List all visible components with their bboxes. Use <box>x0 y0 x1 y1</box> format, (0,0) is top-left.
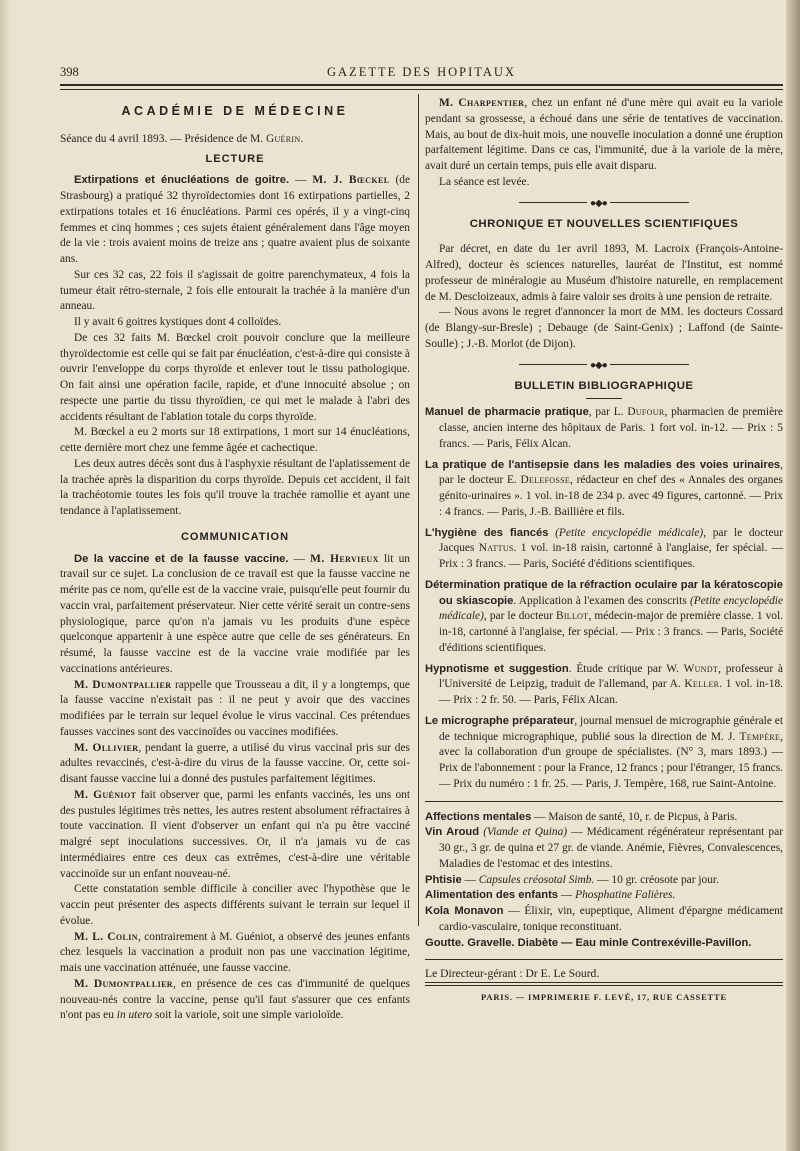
book-entry: Manuel de pharmacie pratique, par L. Dufour, pharmacien de première classe, ancien interne des hôpitaux de Paris. 1 fort vol. in-12. — Prix : 5 francs. — Paris, Félix Alcan. <box>425 406 783 450</box>
advert-line: Phtisie — Capsules créosotal Simb. — 10 gr. créosote par jour. <box>425 873 719 886</box>
column-divider <box>418 94 419 926</box>
section-divider-2: ●◆● <box>519 359 689 371</box>
vaccine-paragraph: De la vaccine et de la fausse vaccine. — M. Hervieux lit un travail sur ce sujet. La conclusion de ce travail est que la fausse vaccine ne mérite pas ce nom, qu'elle est de la vaccine vraie, puisqu'elle peut fournir du vaccin vrai, parfaitement préservateur. Nier cette vérité serait un contre-sens physiologique, parce qu'on n'a jamais vu les produits d'une espèce quelconque appartenir à une espèce autre que celle de ses générateurs. En résumé, la fausse vaccine est de la vaccine vraie modifiée par les vaccinations antérieures. <box>60 552 410 675</box>
book-entry: Détermination pratique de la réfraction oculaire par la kératoscopie ou skiascopie. Application à l'examen des conscrits (Petite encyclopédie médicale), par le docteur Billot, médecin-major de première classe. 1 vol. in-18, cartonné à l'anglaise, fer spécial. — Prix : 3 francs. — Paris, Société d'éditions scientifiques. <box>425 578 783 654</box>
advert-line: Goutte. Gravelle. Diabète — Eau minle Contrexéville-Pavillon. <box>425 936 752 949</box>
goitre-paragraph-1: Extirpations et énucléations de goitre. — M. J. Bœckel (de Strasbourg) a pratiqué 32 thyroïdectomies dont 16 extirpations partielles, 2 extirpations totales et 16 énucléations. Parmi ces opérés, il y a vingt-cinq femmes et cinq hommes ; ces sujets étaient généralement dans l'âge moyen de la vie : trois avaient moins de treize ans ; quatre avaient plus de soixante ans. <box>60 174 410 265</box>
bulletin-short-rule <box>586 398 622 399</box>
right-column <box>425 96 783 1006</box>
director-line: Le Directeur-gérant : Dr E. Le Sourd. <box>425 967 600 981</box>
advert-line: Affections mentales — Maison de santé, 10, r. de Picpus, à Paris. <box>425 810 738 823</box>
page-header <box>60 62 783 84</box>
book-entry: Le micrographe préparateur, journal mensuel de micrographie générale et de technique micrographique, publié sous la direction de M. J. Tempère, avec la collaboration d'un groupe de spécialistes. (N° 3, mars 1893.) — Prix de l'abonnement : pour la France, 12 francs ; pour l'étranger, 15 francs. — Prix du numéro : 1 fr. 25. — Paris, J. Tempère, 168, rue Saint-Antoine. <box>425 714 783 790</box>
dumontpallier-paragraph-1: M. Dumontpallier rappelle que Trousseau a dit, il y a longtemps, que la fausse vaccine n'existait pas : il ne peut y avoir que des vaccines modifiées par le terrain sur lequel évolue le virus vaccinal. Ces prétendues fausses vaccines sont des vaccinoïdes ou vaccines modifiées. <box>60 678 410 738</box>
book-entry: La pratique de l'antisepsie dans les maladies des voies urinaires, par le docteur E. Delefosse, rédacteur en chef des « Annales des organes génito-urinaires ». 1 vol. in-18 de 234 p. avec 49 figures, cartonné. — Prix : 4 francs. — Paris, J.-B. Baillière et fils. <box>425 458 783 518</box>
academy-title: ACADÉMIE DE MÉDECINE <box>121 104 349 118</box>
communication-heading: COMMUNICATION <box>180 530 290 543</box>
header-rule-thick <box>60 84 783 86</box>
chronique-paragraph-1: Par décret, en date du 1er avril 1893, M. Lacroix (François-Antoine-Alfred), docteur ès sciences naturelles, lauréat de l'Institut, est nommé professeur de minéralogie au Muséum d'histoire naturelle, en remplacement de M. Descloizeaux, admis à faire valoir ses droits à une pension de retraite. <box>425 243 783 303</box>
advert-separator <box>425 801 783 802</box>
goitre-paragraph-3: Il y avait 6 goitres kystiques dont 4 colloïdes. <box>74 316 282 328</box>
journal-title: GAZETTE DES HOPITAUX <box>327 65 516 79</box>
lecture-heading: LECTURE <box>205 152 265 165</box>
footer-rule-top <box>425 959 783 960</box>
imprint-line: PARIS. — IMPRIMERIE F. LEVÉ, 17, RUE CASSETTE <box>481 992 727 1002</box>
book-entry: L'hygiène des fiancés (Petite encyclopédie médicale), par le docteur Jacques Nattus. 1 vol. in-18 raisin, cartonné à l'anglaise, fer spécial. — Prix : 3 francs. — Paris, Société d'éditions scientifiques. <box>425 526 783 570</box>
goitre-paragraph-5: M. Bœckel a eu 2 morts sur 18 extirpations, 1 mort sur 14 énucléations, cette dernière mort chez une femme âgée et cachectique. <box>60 426 410 454</box>
page-number: 398 <box>60 65 79 79</box>
gueniot-paragraph: M. Guéniot fait observer que, parmi les enfants vaccinés, les uns ont des pustules légitimes très nettes, les autres restent absolument réfractaires à toute vaccination. Il vient d'observer un enfant qui n'a pu être vacciné malgré sept inoculations successives. Or, il n'a jamais vu de cas intermédiaires entre ces deux cas extrêmes, c'est-à-dire une véritable vaccinoïde sur un enfant nouveau-né. <box>60 788 411 880</box>
bulletin-heading: BULLETIN BIBLIOGRAPHIQUE <box>514 379 694 392</box>
header-rule-thin <box>60 89 783 90</box>
ollivier-paragraph: M. Ollivier, pendant la guerre, a utilisé du virus vaccinal pris sur des adultes revaccinés, c'est-à-dire du virus de la fausse vaccine. Or, cette soi-disant fausse vaccine lui a donné des pustules parfaitement légitimes. <box>60 741 410 785</box>
seance-levee: La séance est levée. <box>439 175 530 188</box>
colin-paragraph: M. L. Colin, contrairement à M. Guéniot, a observé des jeunes enfants chez lesquels la vaccination a produit non pas une vaccination légitime, mais une vaccination atténuée, une fausse vaccine. <box>60 930 410 974</box>
left-column <box>60 96 410 1024</box>
advert-line: Alimentation des enfants — Phosphatine Falières. <box>425 889 676 902</box>
footer-rule-1 <box>425 982 783 983</box>
section-divider-1: ●◆● <box>519 197 689 209</box>
advert-line: Kola Monavon — Élixir, vin, eupeptique, Aliment d'épargne médicament cardio-vasculaire, tonique reconstituant. <box>425 905 783 933</box>
chronique-paragraph-2: — Nous avons le regret d'annoncer la mort de MM. les docteurs Cossard (de Blangy-sur-Bresle) ; Debauge (de Saint-Genix) ; Laffond (de Sainte-Soulle) ; J.-B. Morlot (de Dijon). <box>425 306 783 350</box>
book-entry: Hypnotisme et suggestion. Étude critique par W. Wundt, professeur à l'Université de Leipzig, traduit de l'allemand, par A. Keller. 1 vol. in-18. — Prix : 2 fr. 50. — Paris, Félix Alcan. <box>425 662 783 706</box>
charpentier-paragraph: M. Charpentier, chez un enfant né d'une mère qui avait eu la variole pendant sa grossesse, a échoué dans une série de tentatives de vaccination. Mais, au bout de dix-huit mois, une nouvelle inoculation a donné une éruption parfaitement légitime. Dans ce cas, l'immunité, due à la variole de la mère, avait duré un certain temps, puis elle avait disparu. <box>425 97 783 172</box>
seance-line: Séance du 4 avril 1893. — Présidence de M. Guérin. <box>60 132 304 145</box>
goitre-paragraph-6: Les deux autres décès sont dus à l'asphyxie résultant de l'aplatissement de la trachée après la disparition du corps thyroïde. Depuis cet accident, il fait la trachéotomie toutes les fois qu'il trouve la trachée ramollie et ayant une tendance à l'aplatissement. <box>60 457 410 517</box>
page-binding-edge <box>786 0 800 1151</box>
advert-line: Vin Aroud (Viande et Quina) — Médicament régénérateur représentant par 30 gr., 3 gr. de quina et 27 gr. de viande. Anémie, Fièvres, Convalescences, Maladies de l'estomac et des intestins. <box>425 826 783 870</box>
page-left-edge <box>0 0 10 1151</box>
constatation-paragraph: Cette constatation semble difficile à concilier avec l'hypothèse que le vaccin peut présenter des aspects différents suivant le terrain sur lequel il évolue. <box>60 883 410 927</box>
dumontpallier-paragraph-2: M. Dumontpallier, en présence de ces cas d'immunité de quelques nouveau-nés contre la vaccine, pense qu'il faut s'assurer que ces enfants n'ont pas eu in utero soit la variole, soit une simple varioloïde. <box>60 977 410 1022</box>
goitre-paragraph-2: Sur ces 32 cas, 22 fois il s'agissait de goitre parenchymateux, 4 fois la tumeur était rétro-sternale, 2 fois elle entourait la trachée à la manière d'un anneau. <box>60 268 410 313</box>
footer-rule-2 <box>425 985 783 986</box>
chronique-heading: CHRONIQUE ET NOUVELLES SCIENTIFIQUES <box>469 217 739 230</box>
goitre-paragraph-4: De ces 32 faits M. Bœckel croit pouvoir conclure que la meilleure thyroïdectomie est celle qui se fait par énucléation, c'est-à-dire qui consiste à ouvrir l'enveloppe du corps thyroïde et enlever tout le tissu pathologique. On fait ainsi une opération facile, rapide, et d'une innocuité absolue ; on respecte une partie du tissu thyroïdien, ce qui met le malade à l'abri des accidents résultant de l'ablation totale du corps thyroïde. <box>60 331 410 423</box>
